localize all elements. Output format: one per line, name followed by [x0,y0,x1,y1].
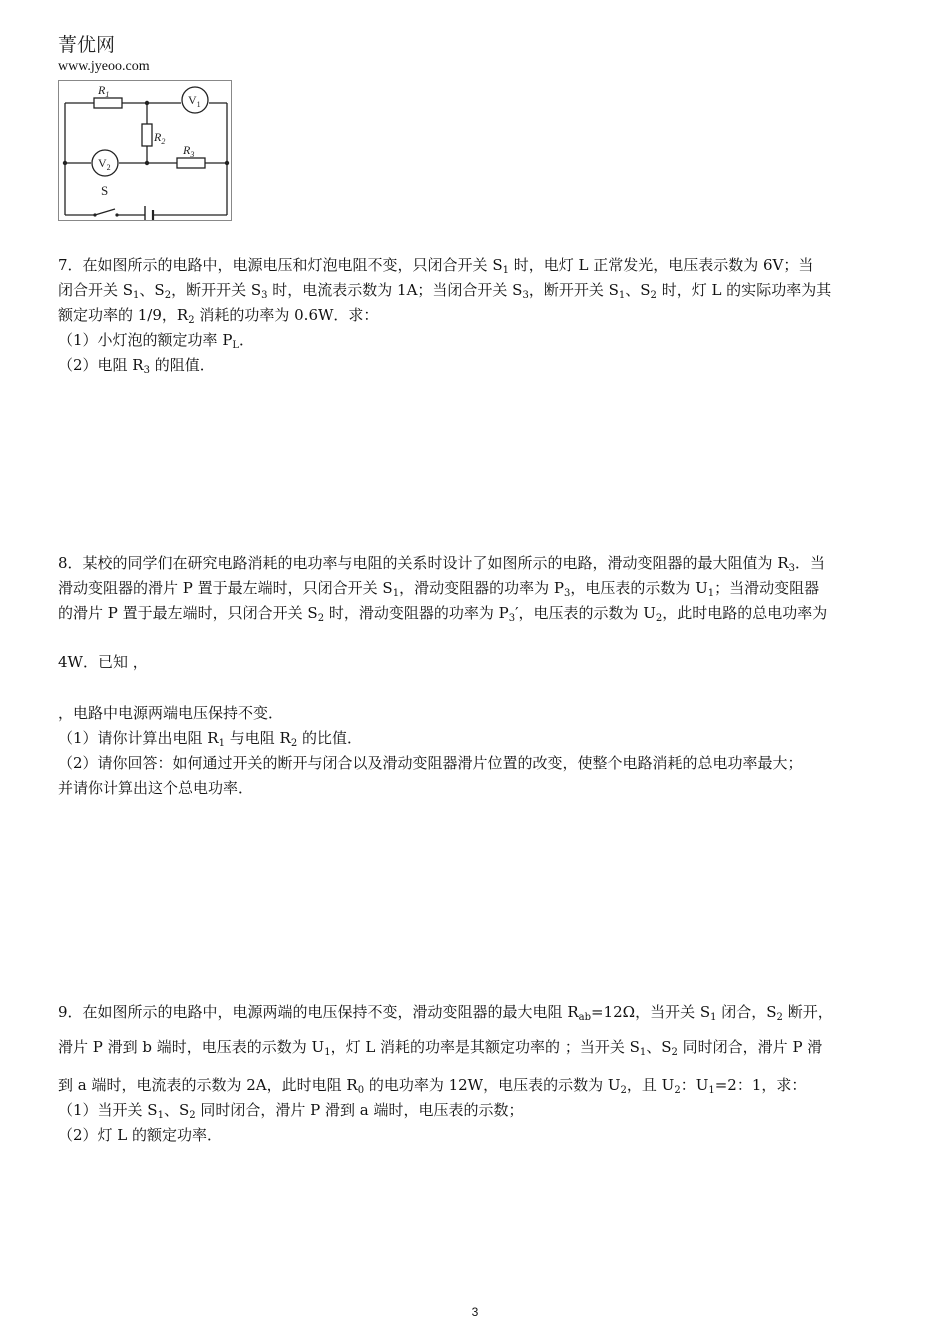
q8-line-2: 滑动变阻器的滑片 P 置于最左端时，只闭合开关 $S_1$，滑动变阻器的功率为 $P_3$，电压表的示数为 $U_1$；当滑动变阻器 [58,579,820,599]
circuit-svg [59,81,231,220]
label-switch: S [101,183,109,198]
page-number: 3 [471,1305,479,1319]
junction-dot [63,161,67,165]
q9-line-5: （2）灯 L 的额定功率． [58,1126,223,1144]
q9-line-1: 9．在如图所示的电路中，电源两端的电压保持不变，滑动变阻器的最大电阻 $R_{ab}=12\Omega$，当开关 $S_1$ 闭合，$S_2$ 断开， [58,1003,833,1023]
q9-line-2: 滑片 P 滑到 b 端时，电压表的示数为 $U_1$，灯 L 消耗的功率是其额定功率的 ；当开关 $S_1$、$S_2$ 同时闭合，滑片 P 滑 [58,1038,823,1058]
switch-contact [115,213,118,216]
resistor-r3 [177,158,205,168]
label-r1: $R_1$ [98,83,110,99]
resistor-r1 [94,98,122,108]
q7-line-2: 闭合开关 $S_1$、$S_2$，断开开关 $S_3$ 时，电流表示数为 1A；当闭合开关 $S_3$，断开开关 $S_1$、$S_2$ 时，灯 L 的实际功率为其 [58,281,832,301]
q7-line-1: 7．在如图所示的电路中，电源电压和灯泡电阻不变，只闭合开关 $S_1$ 时，电灯 L 正常发光，电压表示数为 6V；当 [58,256,814,276]
q7-line-3: 额定功率的 1/9，$R_2$ 消耗的功率为 0.6W．求： [58,306,379,326]
junction-dot [145,161,149,165]
junction-dot [145,101,149,105]
q7-line-5: （2）电阻 $R_3$ 的阻值． [58,356,215,376]
q8-line-8: 并请你计算出这个总电功率． [58,779,254,797]
q8-line-5: ，电路中电源两端电压保持不变． [58,704,284,722]
switch-contact [93,213,96,216]
q8-line-7: （2）请你回答：如何通过开关的断开与闭合以及滑动变阻器滑片位置的改变，使整个电路消耗的总电功率最大； [58,754,803,772]
circuit-diagram [58,80,232,221]
q8-line-3: 的滑片 P 置于最左端时，只闭合开关 $S_2$ 时，滑动变阻器的功率为 $P_3'$，电压表的示数为 $U_2$，此时电路的总电功率为 [58,604,828,624]
q8-line-6: （1）请你计算出电阻 $R_1$ 与电阻 $R_2$ 的比值． [58,729,362,749]
label-v1: $V_1$ [188,93,201,109]
q9-line-3: 到 a 端时，电流表的示数为 2A，此时电阻 $R_0$ 的电功率为 12W，电压表的示数为 $U_2$，且 $U_2$：$U_1=2$：1，求： [58,1076,807,1096]
q8-line-4: 4W．已知 ， [58,653,148,671]
label-r3: $R_3$ [183,143,195,159]
label-r2: $R_2$ [154,130,166,146]
site-brand: 菁优网 [58,34,116,56]
junction-dot [225,161,229,165]
q7-line-4: （1）小灯泡的额定功率 $P_L$． [58,331,255,351]
label-v2: $V_2$ [98,156,111,172]
q9-line-4: （1）当开关 $S_1$、$S_2$ 同时闭合，滑片 P 滑到 a 端时，电压表的示数； [58,1101,524,1121]
q8-line-1: 8．某校的同学们在研究电路消耗的电功率与电阻的关系时设计了如图所示的电路，滑动变阻器的最大阻值为 $R_3$．当 [58,554,826,574]
site-url: www.jyeoo.com [58,59,150,74]
resistor-r2 [142,124,152,146]
